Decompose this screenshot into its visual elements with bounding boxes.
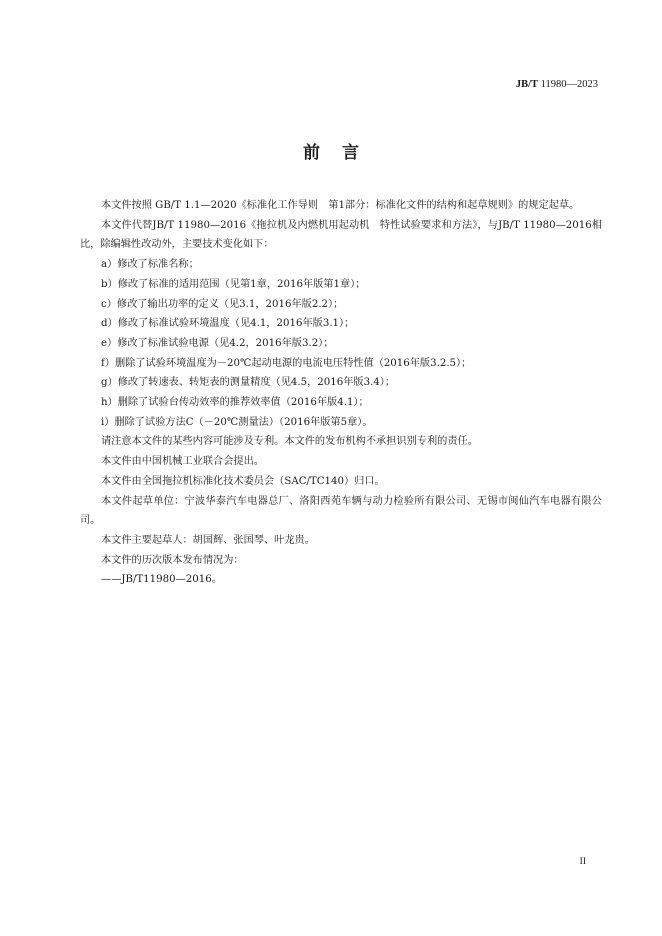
standard-code-number: 11980—2023 — [538, 79, 598, 90]
paragraph-drafting-units: 本文件起草单位：宁波华泰汽车电器总厂、洛阳西苑车辆与动力检验所有限公司、无锡市闽仙汽车电器有限公司。 — [80, 495, 602, 527]
paragraph-drafting-basis: 本文件按照 GB/T 1.1—2020《标准化工作导则 第1部分：标准化文件的结构和起草规则》的规定起草。 — [101, 200, 580, 211]
list-item: a）修改了标准名称； — [101, 259, 199, 271]
paragraph-committee: 本文件由全国拖拉机标准化技术委员会（SAC/TC140）归口。 — [101, 475, 385, 487]
page-title: 前言 — [303, 143, 381, 163]
page-number: II — [579, 857, 586, 867]
paragraph-proposer: 本文件由中国机械工业联合会提出。 — [101, 456, 264, 468]
paragraph-previous-version: ——JB/T11980—2016。 — [101, 574, 222, 586]
paragraph-drafters: 本文件主要起草人：胡国辉、张国琴、叶龙贵。 — [101, 534, 315, 546]
standard-code-prefix: JB/T — [515, 79, 538, 90]
paragraph-version-history: 本文件的历次版本发布情况为： — [101, 554, 244, 566]
list-item: e）修改了标准试验电源（见4.2，2016年版3.2）； — [101, 337, 334, 349]
list-item: h）删除了试验台传动效率的推荐效率值（2016年版4.1）； — [101, 397, 369, 409]
standard-code-header — [516, 79, 598, 90]
paragraph-replacement: 本文件代替JB/T 11980—2016《拖拉机及内燃机用起动机 特性试验要求和方法》，与JB/T 11980—2016相比，除编辑性改动外，主要技术变化如下： — [80, 219, 602, 251]
paragraph-patent-notice: 请注意本文件的某些内容可能涉及专利。本文件的发布机构不承担识别专利的责任。 — [101, 436, 478, 448]
list-item: g）修改了转速表、转矩表的测量精度（见4.5，2016年版3.4）； — [101, 377, 396, 389]
list-item: f）删除了试验环境温度为－20℃起动电源的电流电压特性值（2016年版3.2.5）； — [101, 357, 472, 369]
foreword-body — [80, 196, 602, 590]
list-item: i）删除了试验方法C（－20℃测量法）（2016年版第5章）。 — [101, 416, 373, 428]
list-item: c）修改了输出功率的定义（见3.1，2016年版2.2）； — [101, 298, 344, 310]
changes-list — [80, 255, 602, 432]
list-item: d）修改了标准试验环境温度（见4.1，2016年版3.1）； — [101, 318, 355, 330]
list-item: b）修改了标准的适用范围（见第1章，2016年版第1章）； — [101, 278, 366, 290]
